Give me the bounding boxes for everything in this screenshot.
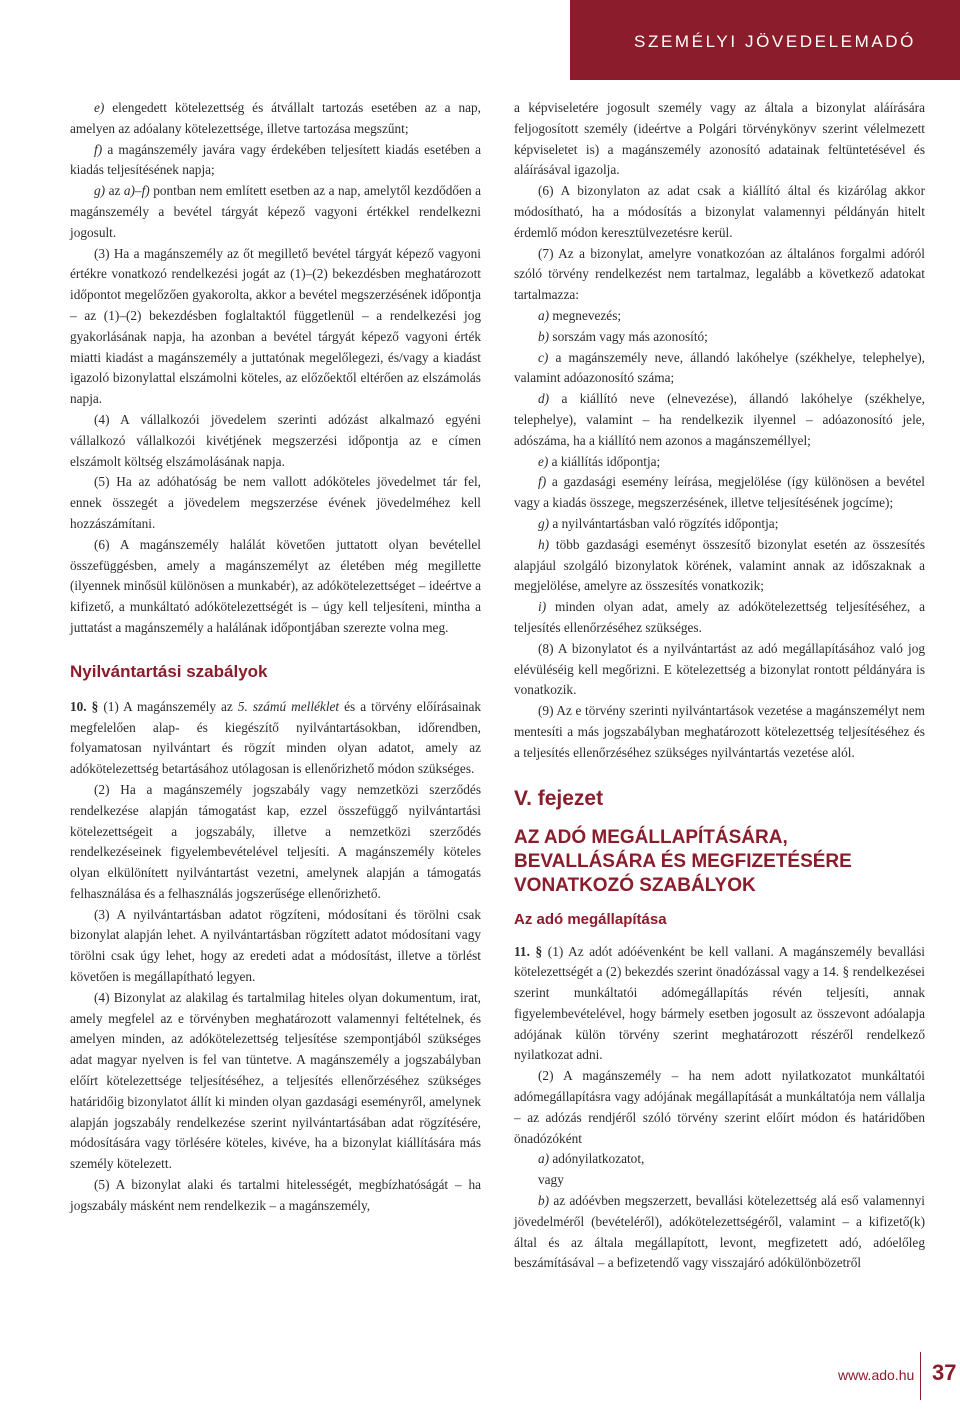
list-item: h) több gazdasági eseményt összesítő bizonylat esetén az összesítés alapjául szolgáló bizonylatok körének, valamint annak az időszaknak a megjelölése, amelyre az összesítés vonatkozik; xyxy=(514,536,925,594)
paragraph: vagy xyxy=(538,1172,564,1188)
list-item: f) a gazdasági esemény leírása, megjelölése (így különösen a bevétel vagy a kiadás összege, megszerzésének, illetve teljesítésének jogcíme); xyxy=(514,474,925,511)
paragraph: (7) Az a bizonylat, amelyre vonatkozóan az általános forgalmi adóról szóló törvény rendelkezést nem tartalmaz, legalább a következő adatokat tartalmazza: xyxy=(514,245,925,303)
paragraph: (6) A bizonylaton az adat csak a kiállító által és kizárólag akkor módosítható, ha a módosítás a bizonylat valamennyi példányán hitelt érdemlő módon keresztülvezetésre kerül. xyxy=(514,183,925,240)
paragraph: e) elengedett kötelezettség és átvállalt tartozás esetében az a nap, amelyen az adóalany kötelezettsége, illetve tartozása megszűnt; xyxy=(70,100,481,136)
page-number: 37 xyxy=(932,1360,957,1385)
paragraph: 11. § (1) Az adót adóévenként be kell vallani. A magánszemély bevallási kötelezettségét a (2) bekezdés szerint önadózással vagy a 14. § rendelkezései szerint munkáltatói adómegállapítás révén teljesíti, annak figyelembevételével, hogy bármely esetben jogosult az összevont adóalapja adójának külön törvény szerint meghatározott részéről rendelkező nyilatkozat adni. xyxy=(514,943,925,1063)
paragraph: (9) Az e törvény szerinti nyilvántartások vezetése a magánszemélyt nem mentesíti a más jogszabályban meghatározott kötelezettség teljesítéséhez és a teljesítés ellenőrzéséhez szükséges nyilvántartás vezetése alól. xyxy=(514,703,925,760)
paragraph: (6) A magánszemély halálát követően juttatott olyan bevétellel összefüggésben, amely a magánszemélyt az életében még megillette (ilyennek minősül különösen a munkabér), az adókötelezettséget – ideértve a kifizető, a munkáltató adókötelezettségét is – úgy kell teljesíteni, mintha a juttatást a magánszemély a halálának időpontjában szerezte volna meg. xyxy=(70,536,481,635)
list-item: c) a magánszemély neve, állandó lakóhelye (székhelye, telephelye), valamint adóazonosító száma; xyxy=(514,349,925,386)
list-item: b) sorszám vagy más azonosító; xyxy=(538,328,708,344)
chapter-title: AZ ADÓ MEGÁLLAPÍTÁSÁRA, BEVALLÁSÁRA ÉS MEGFIZETÉSÉRE VONATKOZÓ SZABÁLYOK xyxy=(514,826,852,896)
left-column xyxy=(70,98,481,1217)
list-item: g) a nyilvántartásban való rögzítés időpontja; xyxy=(538,515,779,531)
paragraph: (5) A bizonylat alaki és tartalmi hitelességét, megbízhatóságát – ha jogszabály másként nem rendelkezik – a magánszemély, xyxy=(70,1177,481,1213)
paragraph: (5) Ha az adóhatóság be nem vallott adóköteles jövedelmet tár fel, ennek összegét a jövedelem megszerzése évének jövedelméhez kell hozzászámítani. xyxy=(70,474,481,531)
list-item: b) az adóévben megszerzett, bevallási kötelezettség alá eső valamennyi jövedelméről (bevételéről), adókötelezettségéről, valamint – a kifizető(k) által és az általa megállapított, levont, megfizetett adó, adóelőleg beszámításával – a befizetendő vagy visszajáró adókülönbözetről xyxy=(514,1193,925,1271)
paragraph: (2) A magánszemély – ha nem adott nyilatkozatot munkáltatói adómegállapításra vagy adójának megállapítását a munkáltatója nem vállalja – az adózás rendjéről szóló törvény szerint előírt módon és határidőben önadózóként xyxy=(514,1068,925,1146)
footer-url: www.ado.hu xyxy=(838,1367,915,1383)
section-heading: Az adó megállapítása xyxy=(514,910,667,928)
paragraph: (3) Ha a magánszemély az őt megillető bevétel tárgyát képező vagyoni értékre vonatkozó rendelkezési jogát az (1)–(2) bekezdésben meghatározott időpontot megelőzően gyakorolta, akkor a bevétel megszerzésének időpontja – az (1)–(2) bekezdésben foglaltaktól függetlenül – a rendelkezési jog gyakorlásának napja, ha azonban a bevétel tárgyát képező vagyoni érték miatti kiadást a magánszemély a juttatónak megelőlegezi, és/vagy a kiadást igazoló bizonylattal elszámolni köteles, az előzőektől eltérően az elszámolás napja. xyxy=(70,245,481,407)
list-item: a) adónyilatkozatot, xyxy=(538,1151,645,1167)
list-item: e) a kiállítás időpontja; xyxy=(538,453,661,469)
running-header-title: SZEMÉLYI JÖVEDELEMADÓ xyxy=(634,32,916,51)
paragraph: (3) A nyilvántartásban adatot rögzíteni, módosítani és törölni csak bizonylat alapján lehet. A nyilvántartásban rögzített adatot módosítani vagy törölni csak úgy lehet, hogy az eredeti adat a módosítást, illetve a törlést követően is megállapítható legyen. xyxy=(70,906,481,985)
list-item: d) a kiállító neve (elnevezése), állandó lakóhelye (székhelye, telephelye), valamint – ha rendelkezik ilyennel – adóazonosító jele, adószáma, ha a kiállító nem azonos a magánszeméllyel; xyxy=(514,391,925,448)
section-heading: Nyilvántartási szabályok xyxy=(70,661,268,681)
chapter-heading: V. fejezet xyxy=(514,786,604,810)
paragraph: (4) A vállalkozói jövedelem szerinti adózást alkalmazó egyéni vállalkozó vállalkozói kivétjének megszerzési időpontja az e címen elszámolt költség elszámolásának napja. xyxy=(70,411,481,469)
paragraph: f) a magánszemély javára vagy érdekében teljesített kiadás esetében a kiadás teljesítésének napja; xyxy=(70,141,482,178)
paragraph: (8) A bizonylatot és a nyilvántartást az adó megállapításához való jog elévüléséig kell megőrizni. E kötelezettség a bizonylat rontott példányára is vonatkozik. xyxy=(514,640,925,698)
paragraph: (4) Bizonylat az alakilag és tartalmilag hiteles olyan dokumentum, irat, amely megfelel az e törvényben meghatározott valamennyi feltételnek, és amelyen minden, az adókötelezettség teljesítése szempontjából szükséges adat magyar nyelven is fel van tüntetve. A magánszemély a jogszabályban előírt kötelezettsége teljesítéséhez, a teljesítés ellenőrzéséhez szükséges határidőig bizonylatot állít ki minden olyan gazdasági eseményről, amelynek alapján jogszabály rendelkezése szerint nyilvántartásában adat rögzítésére, módosítására vagy törlésére köteles, kivéve, ha a bizonylat kiállítására más személy kötelezett. xyxy=(70,989,481,1172)
footer-divider xyxy=(920,1352,921,1400)
paragraph: g) az a)–f) pontban nem említett esetben az a nap, amelytől kezdődően a magánszemély a bevétel tárgyát képező vagyoni értékkel rendelkezni jogosult. xyxy=(70,183,481,240)
paragraph: a képviseletére jogosult személy vagy az általa a bizonylat aláírására feljogosított személy (ideértve a Polgári törvénykönyv szerint vélelmezett képviseletet is) a magánszemély azonosító adatainak feltüntetésével és aláírásával igazolja. xyxy=(514,100,925,178)
list-item: a) megnevezés; xyxy=(538,307,622,323)
header-bar xyxy=(570,0,960,80)
paragraph: 10. § (1) A magánszemély az 5. számú melléklet és a törvény előírásainak megfelelően alap- és kiegészítő nyilvántartásokban, időrendben, folyamatosan nyilvántart és rögzít minden olyan adatot, amely az adókötelezettség betartásához utólagosan is ellenőrizhető módon szükséges. xyxy=(70,698,482,777)
list-item: i) minden olyan adat, amely az adókötelezettség teljesítéséhez, a teljesítés ellenőrzéséhez szükséges. xyxy=(514,599,925,635)
right-column xyxy=(514,98,925,1274)
paragraph: (2) Ha a magánszemély jogszabály vagy nemzetközi szerződés rendelkezése alapján támogatást kap, ezzel összefüggő nyilvántartási kötelezettségeit a jogszabály, illetve a nemzetközi szerződés rendelkezéseinek figyelembevételével teljesíti. A magánszemély köteles olyan elkülönített nyilvántartást vezetni, amelynek alapján a támogatás felhasználása és a felhasználás jogszerűsége ellenőrizhető. xyxy=(70,781,481,901)
